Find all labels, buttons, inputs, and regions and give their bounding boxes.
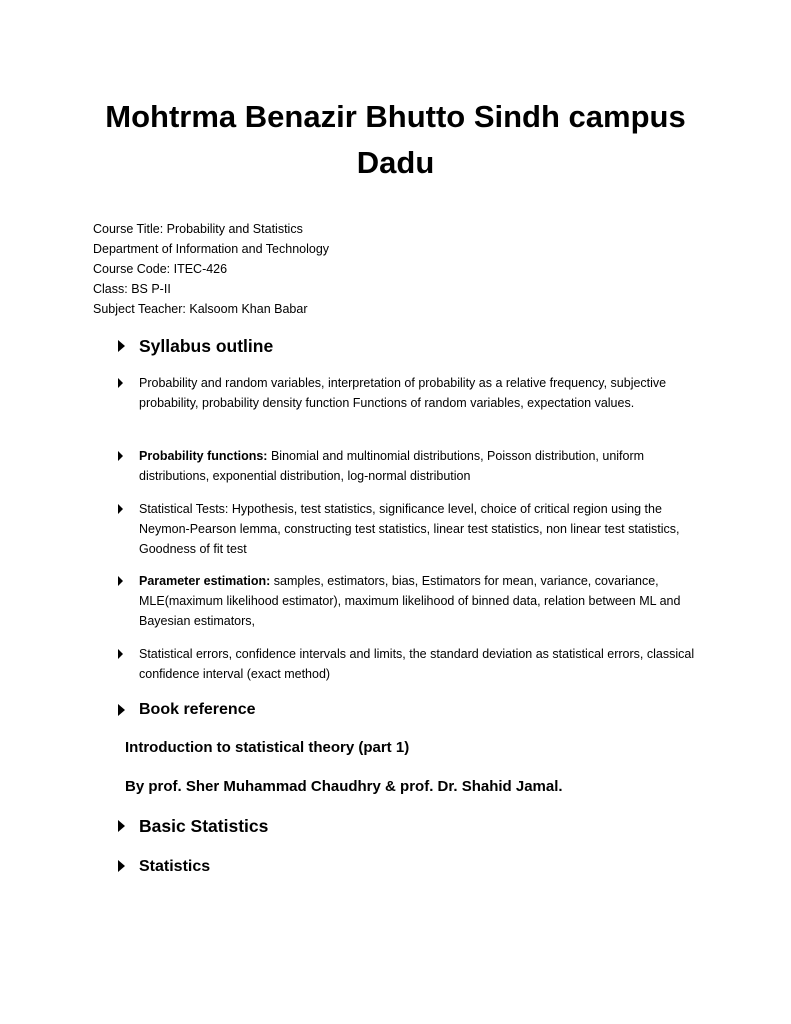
title-line-1: Mohtrma Benazir Bhutto Sindh campus — [105, 99, 686, 134]
syllabus-item-4 — [139, 571, 699, 631]
course-code: Course Code: ITEC-426 — [93, 262, 228, 276]
class-info: Class: BS P-II — [93, 282, 171, 296]
book-reference-heading: Book reference — [139, 701, 256, 718]
title-line-2: Dadu — [356, 145, 435, 180]
syllabus-item-5 — [139, 644, 699, 684]
syllabus-item-2-bold: Probability functions: — [139, 449, 268, 463]
triangle-right-icon — [118, 704, 125, 716]
syllabus-item-1 — [139, 373, 699, 413]
course-title: Course Title: Probability and Statistics — [93, 222, 303, 236]
department: Department of Information and Technology — [93, 242, 330, 256]
statistics-heading: Statistics — [139, 858, 211, 875]
book-title: Introduction to statistical theory (part 1) — [125, 739, 410, 756]
document-title — [90, 94, 701, 186]
triangle-right-icon — [118, 860, 125, 872]
syllabus-item-1-text: Probability and random variables, interpretation of probability as a relative frequency, subjective probability, probability density function Functions of random variables, expectation values. — [139, 376, 667, 410]
syllabus-item-5-text: Statistical errors, confidence intervals and limits, the standard deviation as statistical errors, classical confidence interval (exact method) — [139, 647, 695, 681]
syllabus-item-4-bold: Parameter estimation: — [139, 574, 271, 588]
triangle-right-icon — [118, 649, 123, 659]
triangle-right-icon — [118, 576, 123, 586]
syllabus-item-4-text: samples, estimators, bias, Estimators for mean, variance, covariance, MLE(maximum likelihood estimator), maximum likelihood of binned data, relation between ML and Bayesian estimators, — [139, 574, 681, 628]
syllabus-item-2 — [139, 446, 699, 486]
book-authors: By prof. Sher Muhammad Chaudhry & prof. Dr. Shahid Jamal. — [125, 778, 563, 795]
basic-statistics-heading: Basic Statistics — [139, 816, 269, 836]
syllabus-item-2-text: Binomial and multinomial distributions, Poisson distribution, uniform distributions, exponential distribution, log-normal distribution — [139, 449, 645, 483]
syllabus-item-3-text: Statistical Tests: Hypothesis, test statistics, significance level, choice of critical region using the Neymon-Pearson lemma, constructing test statistics, linear test statistics, non linear test statistics, Goodness of fit test — [139, 502, 680, 556]
subject-teacher: Subject Teacher: Kalsoom Khan Babar — [93, 302, 308, 316]
syllabus-heading: Syllabus outline — [139, 336, 274, 356]
syllabus-item-3 — [139, 499, 699, 559]
triangle-right-icon — [118, 820, 125, 832]
triangle-right-icon — [118, 378, 123, 388]
triangle-right-icon — [118, 504, 123, 514]
triangle-right-icon — [118, 340, 125, 352]
triangle-right-icon — [118, 451, 123, 461]
course-info — [93, 219, 329, 319]
